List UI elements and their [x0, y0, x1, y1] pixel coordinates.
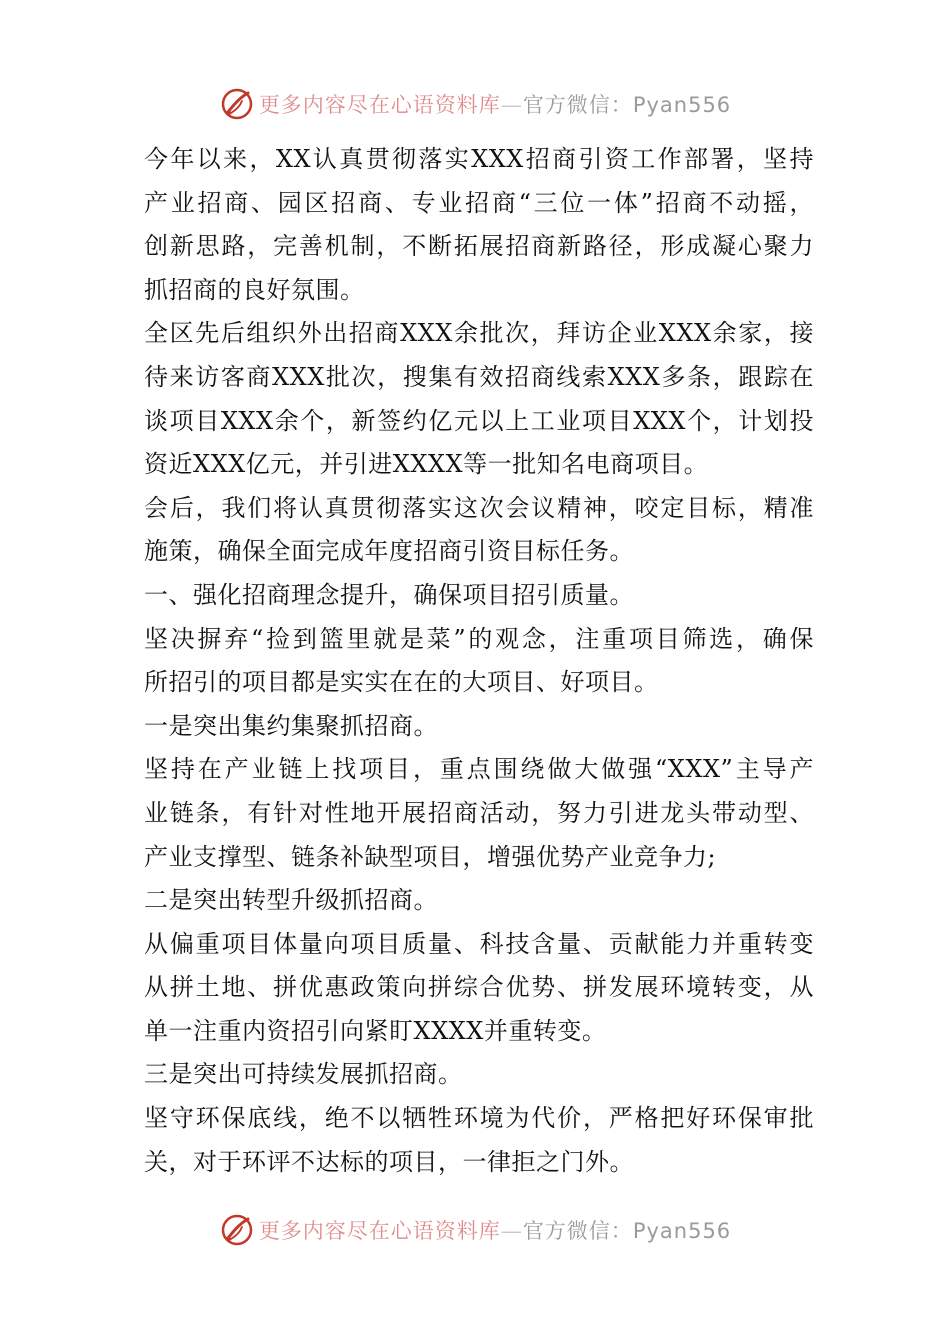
calligraphy-brush-seal-icon — [219, 86, 255, 122]
text-line: 业链条，有针对性地开展招商活动，努力引进龙头带动型、 — [144, 798, 814, 827]
text-line: 产业支撑型、链条补缺型项目，增强优势产业竞争力; — [144, 842, 717, 871]
text-line: 产业招商、园区招商、专业招商“三位一体”招商不动摇， — [144, 188, 814, 217]
banner-wechat-id: Pyan556 — [632, 93, 732, 117]
text-line: 全区先后组织外出招商XXX余批次，拜访企业XXX余家，接 — [144, 319, 814, 348]
subheading: 一是突出集约集聚抓招商。 — [144, 711, 438, 740]
text-line: 创新思路，完善机制，不断拓展招商新路径，形成凝心聚力 — [144, 232, 814, 261]
text-line: 会后，我们将认真贯彻落实这次会议精神，咬定目标，精准 — [144, 493, 814, 522]
banner-main-text: 更多内容尽在心语资料库 — [258, 1219, 501, 1243]
banner-text — [259, 89, 731, 119]
text-line: 坚持在产业链上找项目，重点围绕做大做强“XXX”主导产 — [144, 755, 814, 784]
banner-sub-text: 官方微信： — [522, 1219, 633, 1243]
text-line: 坚守环保底线，绝不以牺牲环境为代价，严格把好环保审批 — [144, 1104, 814, 1133]
text-line: 关，对于环评不达标的项目，一律拒之门外。 — [144, 1147, 634, 1176]
subheading: 二是突出转型升级抓招商。 — [144, 886, 438, 915]
text-line: 坚决摒弃“捡到篮里就是菜”的观念，注重项目筛选，确保 — [144, 624, 814, 653]
section-heading: 一、强化招商理念提升，确保项目招引质量。 — [144, 580, 634, 609]
calligraphy-brush-seal-icon — [219, 1212, 255, 1248]
text-line: 所招引的项目都是实实在在的大项目、好项目。 — [144, 668, 659, 697]
text-line: 抓招商的良好氛围。 — [144, 275, 365, 304]
banner-dash: — — [500, 1219, 523, 1243]
subheading: 三是突出可持续发展抓招商。 — [144, 1060, 463, 1089]
banner-sub-text: 官方微信： — [522, 93, 633, 117]
text-line: 施策，确保全面完成年度招商引资目标任务。 — [144, 537, 634, 566]
header-banner — [0, 82, 950, 126]
text-line: 今年以来，XX认真贯彻落实XXX招商引资工作部署，坚持 — [144, 145, 814, 173]
banner-dash: — — [500, 93, 523, 117]
banner-main-text: 更多内容尽在心语资料库 — [258, 93, 501, 117]
footer-banner — [0, 1208, 950, 1252]
document-body — [144, 138, 814, 1184]
banner-text — [259, 1215, 731, 1245]
text-line: 从拼土地、拼优惠政策向拼综合优势、拼发展环境转变，从 — [144, 973, 814, 1002]
text-line: 资近XXX亿元，并引进XXXX等一批知名电商项目。 — [144, 450, 709, 479]
text-line: 从偏重项目体量向项目质量、科技含量、贡献能力并重转变 — [144, 929, 814, 958]
banner-wechat-id: Pyan556 — [632, 1219, 732, 1243]
text-line: 待来访客商XXX批次，搜集有效招商线索XXX多条，跟踪在 — [144, 362, 814, 391]
text-line: 单一注重内资招引向紧盯XXXX并重转变。 — [144, 1016, 607, 1045]
text-line: 谈项目XXX余个，新签约亿元以上工业项目XXX个，计划投 — [144, 406, 814, 435]
